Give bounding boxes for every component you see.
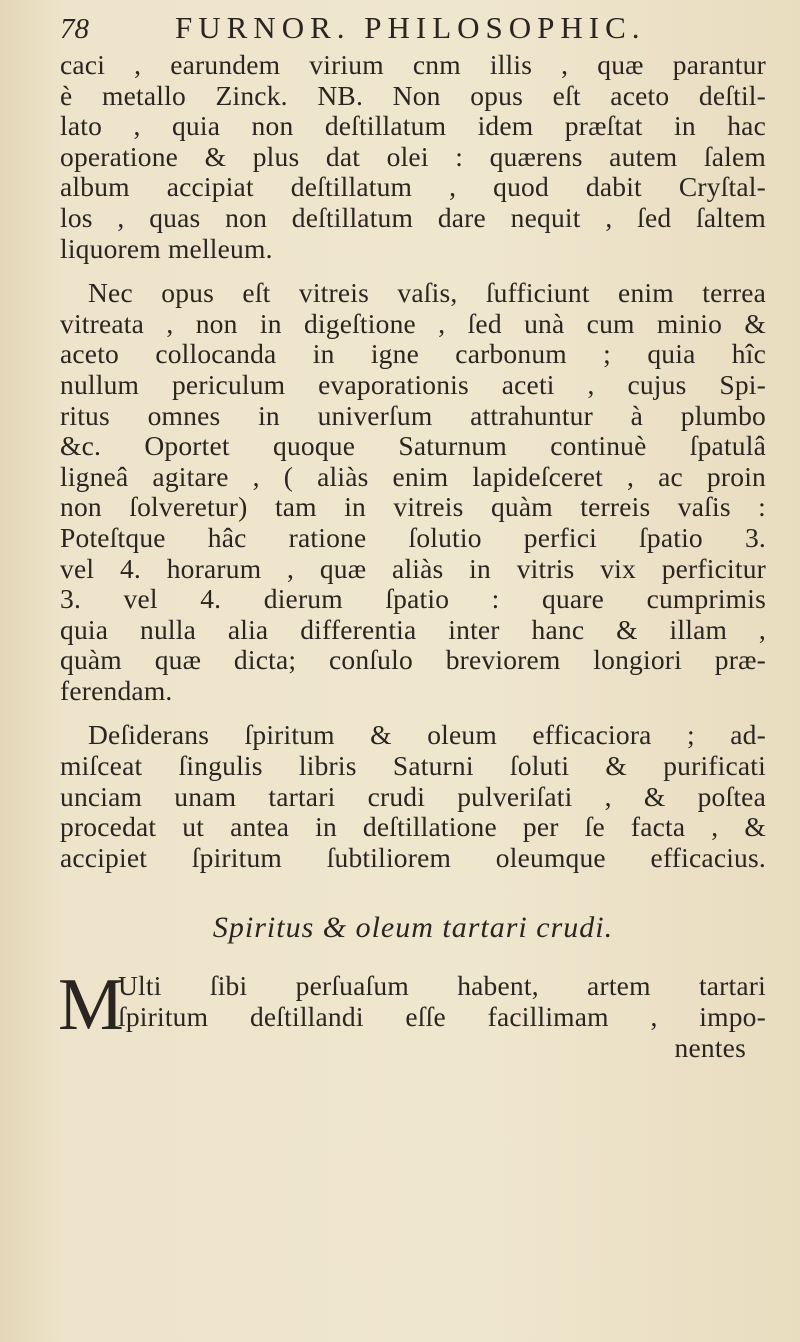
paragraph-1 xyxy=(60,50,766,264)
section-heading: Spiritus & oleum tartari crudi. xyxy=(212,911,614,945)
text-line: ritus omnes in univerſum attrahuntur à plumbo xyxy=(60,400,766,431)
text-line: è metallo Zinck. NB. Non opus eſt aceto deſtil- xyxy=(60,80,766,111)
text-line: miſceat ſingulis libris Saturni ſoluti & purificati xyxy=(60,751,766,782)
paragraph-gap xyxy=(60,706,766,720)
text-line: liquorem melleum. xyxy=(60,233,273,264)
text-line: los , quas non deſtillatum dare nequit , ſed ſaltem xyxy=(60,202,766,233)
text-line: ligneâ agitare , ( aliàs enim lapideſceret , ac proin xyxy=(60,461,766,492)
text-line: quia nulla alia differentia inter hanc & illam , xyxy=(60,614,766,645)
text-line: 3. vel 4. dierum ſpatio : quare cumprimis xyxy=(60,584,766,615)
text-line: Nec opus eſt vitreis vaſis, ſufficiunt enim terrea xyxy=(88,278,766,309)
text-line: unciam unam tartari crudi pulveriſati , & poſtea xyxy=(60,781,766,812)
text-line: Deſiderans ſpiritum & oleum efficaciora ; ad- xyxy=(88,720,766,751)
text-line: non ſolveretur) tam in vitreis quàm terreis vaſis : xyxy=(60,492,766,523)
text-line: procedat ut antea in deſtillatione per ſe facta , & xyxy=(60,812,766,843)
text-line: album accipiat deſtillatum , quod dabit Cryſtal- xyxy=(60,172,766,203)
paragraph-gap xyxy=(60,264,766,278)
catchword: nentes xyxy=(674,1032,746,1063)
text-line: aceto collocanda in igne carbonum ; quia hîc xyxy=(60,339,766,370)
drop-cap: M xyxy=(58,964,124,1047)
text-line: vitreata , non in digeſtione , ſed unà cum minio & xyxy=(60,308,766,339)
running-head xyxy=(60,10,766,50)
running-title: FURNOR. PHILOSOPHIC. xyxy=(175,10,646,45)
paragraph-2 xyxy=(60,278,766,706)
text-line: vel 4. horarum , quæ aliàs in vitris vix perficitur xyxy=(60,553,766,584)
text-line: lato , quia non deſtillatum idem præſtat in hac xyxy=(60,111,766,142)
paragraph-3 xyxy=(60,720,766,873)
text-line: accipiet ſpiritum ſubtiliorem oleumque efficacius. xyxy=(60,842,766,873)
text-line: &c. Oportet quoque Saturnum continuè ſpatulâ xyxy=(60,431,766,462)
text-line: ferendam. xyxy=(60,675,173,706)
section-paragraph xyxy=(58,964,766,1063)
text-line: Poteſtque hâc ratione ſolutio perfici ſpatio 3. xyxy=(60,522,766,553)
text-line: operatione & plus dat olei : quærens autem ſalem xyxy=(60,141,766,172)
text-line: caci , earundem virium cnm illis , quæ parantur xyxy=(60,50,766,80)
page-number: 78 xyxy=(60,13,89,45)
text-line: Ulti ſibi perſuaſum habent, artem tartari xyxy=(118,971,766,1002)
text-line: ſpiritum deſtillandi eſſe facillimam , impo- xyxy=(118,1002,766,1033)
text-line: quàm quæ dicta; conſulo breviorem longiori præ- xyxy=(60,645,766,676)
text-line: nullum periculum evaporationis aceti , cujus Spi- xyxy=(60,369,766,400)
